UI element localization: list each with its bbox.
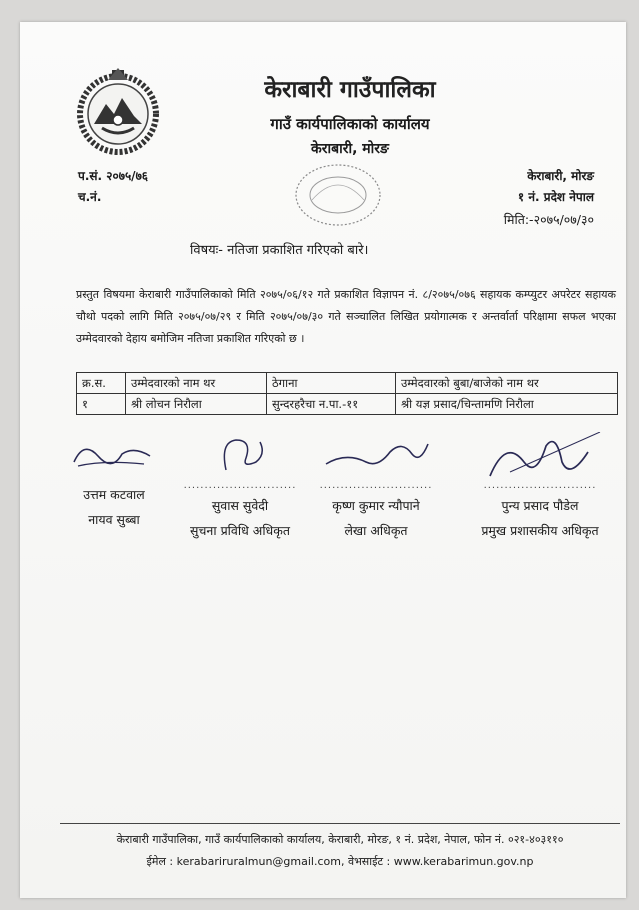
footer-contact: केराबारी गाउँपालिका, गाउँ कार्यपालिकाको कार्यालय, केराबारी, मोरङ, १ नं. प्रदेश, नेपाल, फोन नं. ०२१-४०३११०	[116, 833, 564, 846]
signature-1	[64, 432, 164, 476]
signatory-1-designation: नायव सुब्बा	[88, 512, 140, 527]
footer-email-website: ईमेल : kerabariruralmun@gmail.com, वेभसाईट : www.kerabarimun.gov.np	[146, 855, 534, 868]
cell-candidate-name: श्री लोचन निरौला	[126, 394, 267, 415]
signature-4	[470, 432, 610, 484]
cell-parent-name: श्री यज्ञ प्रसाद/चिन्तामणि निरौला	[396, 394, 618, 415]
address-line-2: १ नं. प्रदेश नेपाल	[517, 190, 594, 204]
nepal-emblem-logo	[72, 64, 164, 156]
signature-2	[190, 432, 290, 476]
signature-2-dotted-line: ...........................	[183, 480, 297, 491]
address-line-1: केराबारी, मोरङ	[527, 169, 594, 183]
header-address: ठेगाना	[267, 373, 396, 394]
letter-date: मिति:-२०७५/०७/३०	[503, 212, 594, 227]
reference-number: प.सं. २०७५/७६	[78, 169, 149, 183]
office-stamp	[292, 160, 384, 230]
results-table	[76, 372, 618, 415]
letter-page	[20, 22, 626, 898]
signatory-2-designation: सुचना प्रविधि अधिकृत	[190, 523, 290, 538]
signatory-4	[460, 432, 620, 539]
office-title: केराबारी गाउँपालिका	[264, 77, 436, 103]
office-location: केराबारी, मोरङ	[311, 141, 389, 157]
header-parent-name: उम्मेदवारको बुबा/बाजेको नाम थर	[396, 373, 618, 394]
dispatch-number: च.नं.	[78, 190, 102, 204]
signature-4-dotted-line: ...........................	[483, 480, 597, 491]
footer-divider	[60, 823, 620, 824]
signatory-1-name: उत्तम कटवाल	[83, 487, 145, 502]
signatory-3	[306, 432, 446, 539]
cell-address: सुन्दरहरैचा न.पा.-११	[267, 394, 396, 415]
table-row	[77, 394, 618, 415]
table-header-row	[77, 373, 618, 394]
header-serial: क्र.स.	[77, 373, 126, 394]
signatory-2-name: सुवास सुवेदी	[211, 498, 269, 513]
signatory-4-name: पुन्य प्रसाद पौडेल	[501, 498, 579, 513]
signatory-3-designation: लेखा अधिकृत	[344, 523, 408, 538]
letter-subject: विषयः- नतिजा प्रकाशित गरिएको बारे।	[190, 243, 369, 258]
signatory-3-name: कृष्ण कुमार न्यौपाने	[332, 498, 420, 513]
signature-3-dotted-line: ...........................	[319, 480, 433, 491]
header-candidate-name: उम्मेदवारको नाम थर	[126, 373, 267, 394]
signatory-1	[44, 432, 184, 528]
office-subtitle: गाउँ कार्यपालिकाको कार्यालय	[270, 115, 430, 133]
cell-serial: १	[77, 394, 126, 415]
letter-body: प्रस्तुत विषयमा केराबारी गाउँपालिकाको मिति २०७५/०६/१२ गते प्रकाशित विज्ञापन नं. ८/२०७५/०७६ सहायक कम्प्युटर अपरेटर सहायक चौथो पदको लागि मिति २०७५/०७/२९ र मिति २०७५/०७/३० गते सञ्चालित लिखित प्रयोगात्मक र अन्तर्वार्ता परिक्षामा सफल भएका उम्मेदवारको देहाय बमोजिम नतिजा प्रकाशित गरिएको छ ।	[76, 288, 616, 345]
signatory-4-designation: प्रमुख प्रशासकीय अधिकृत	[481, 523, 599, 538]
signatory-2	[170, 432, 310, 539]
signature-3	[316, 432, 436, 476]
